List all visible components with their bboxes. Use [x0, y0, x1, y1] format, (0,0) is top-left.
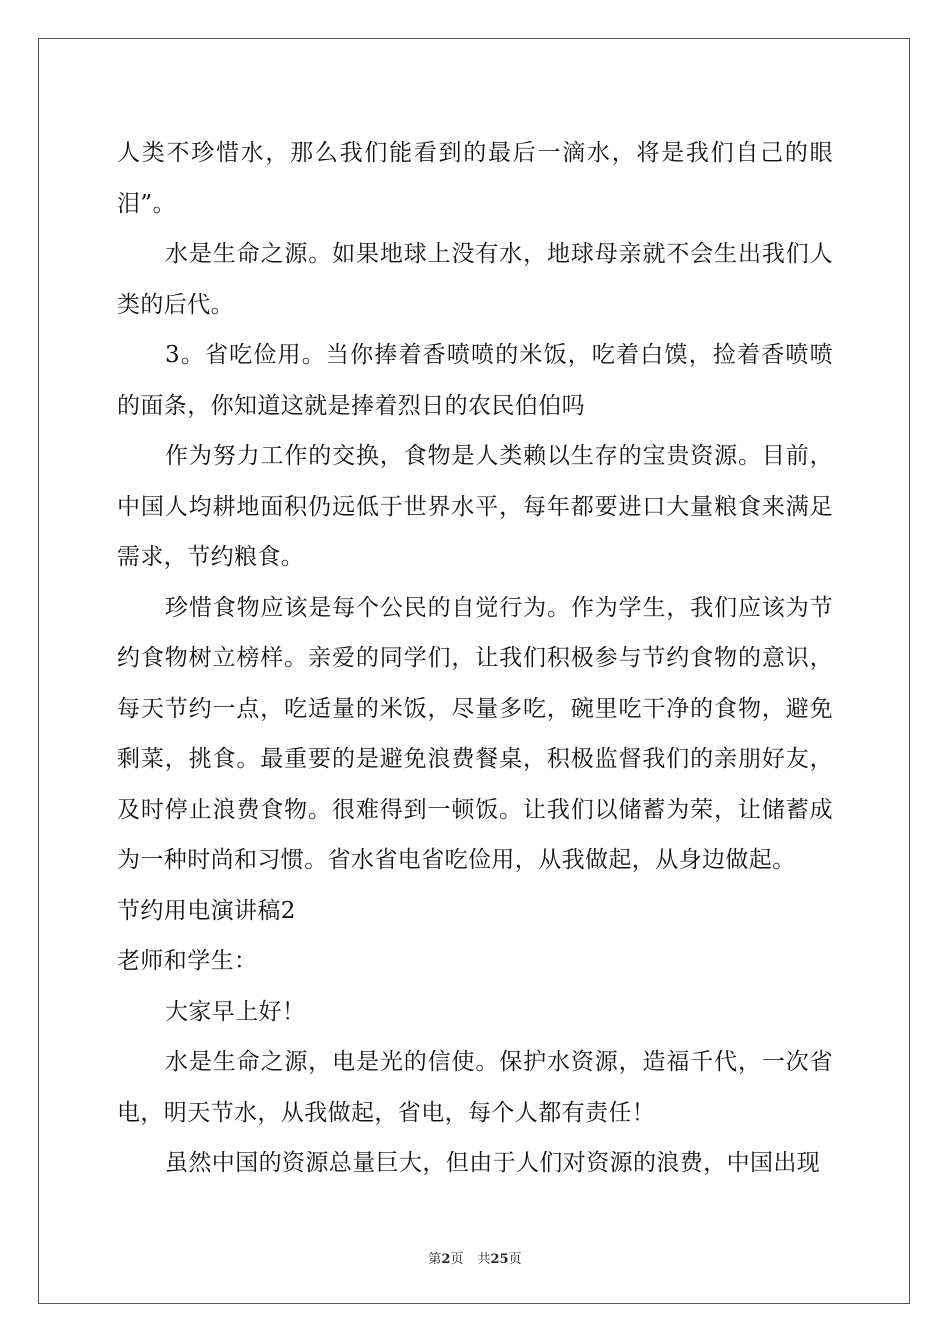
paragraph: 水是生命之源。如果地球上没有水，地球母亲就不会生出我们人类的后代。 [117, 241, 833, 318]
document-body [117, 128, 833, 1189]
total-suffix: 页 [508, 1252, 522, 1267]
salutation: 老师和学生： [117, 948, 258, 974]
paragraph: 水是生命之源，电是光的信使。保护水资源，造福千代，一次省电，明天节水，从我做起，省电，每个人都有责任！ [117, 1049, 833, 1126]
page-current: 2 [441, 1252, 451, 1267]
paragraph: 人类不珍惜水，那么我们能看到的最后一滴水，将是我们自己的眼泪”。 [117, 140, 833, 217]
page-footer [0, 1248, 950, 1267]
page-suffix: 页 [450, 1252, 464, 1267]
section-heading: 节约用电演讲稿2 [117, 897, 296, 924]
paragraph: 珍惜食物应该是每个公民的自觉行为。作为学生，我们应该为节约食物树立榜样。亲爱的同学们，让我们积极参与节约食物的意识，每天节约一点，吃适量的米饭，尽量多吃，碗里吃干净的食物，避免剩菜，挑食。最重要的是避免浪费餐桌，积极监督我们的亲朋好友，及时停止浪费食物。很难得到一顿饭。让我们以储蓄为荣，让储蓄成为一种时尚和习惯。省水省电省吃俭用，从我做起，从身边做起。 [117, 594, 833, 873]
paragraph: 作为努力工作的交换，食物是人类赖以生存的宝贵资源。目前，中国人均耕地面积仍远低于世界水平，每年都要进口大量粮食来满足需求，节约粮食。 [117, 443, 833, 570]
paragraph: 虽然中国的资源总量巨大，但由于人们对资源的浪费，中国出现 [165, 1150, 821, 1176]
paragraph: 3。省吃俭用。当你捧着香喷喷的米饭，吃着白馍，捡着香喷喷的面条，你知道这就是捧着烈日的农民伯伯吗 [117, 342, 833, 419]
page-total: 25 [490, 1252, 509, 1267]
total-prefix: 共 [477, 1252, 491, 1267]
page-prefix: 第 [428, 1252, 442, 1267]
greeting: 大家早上好！ [165, 998, 306, 1025]
